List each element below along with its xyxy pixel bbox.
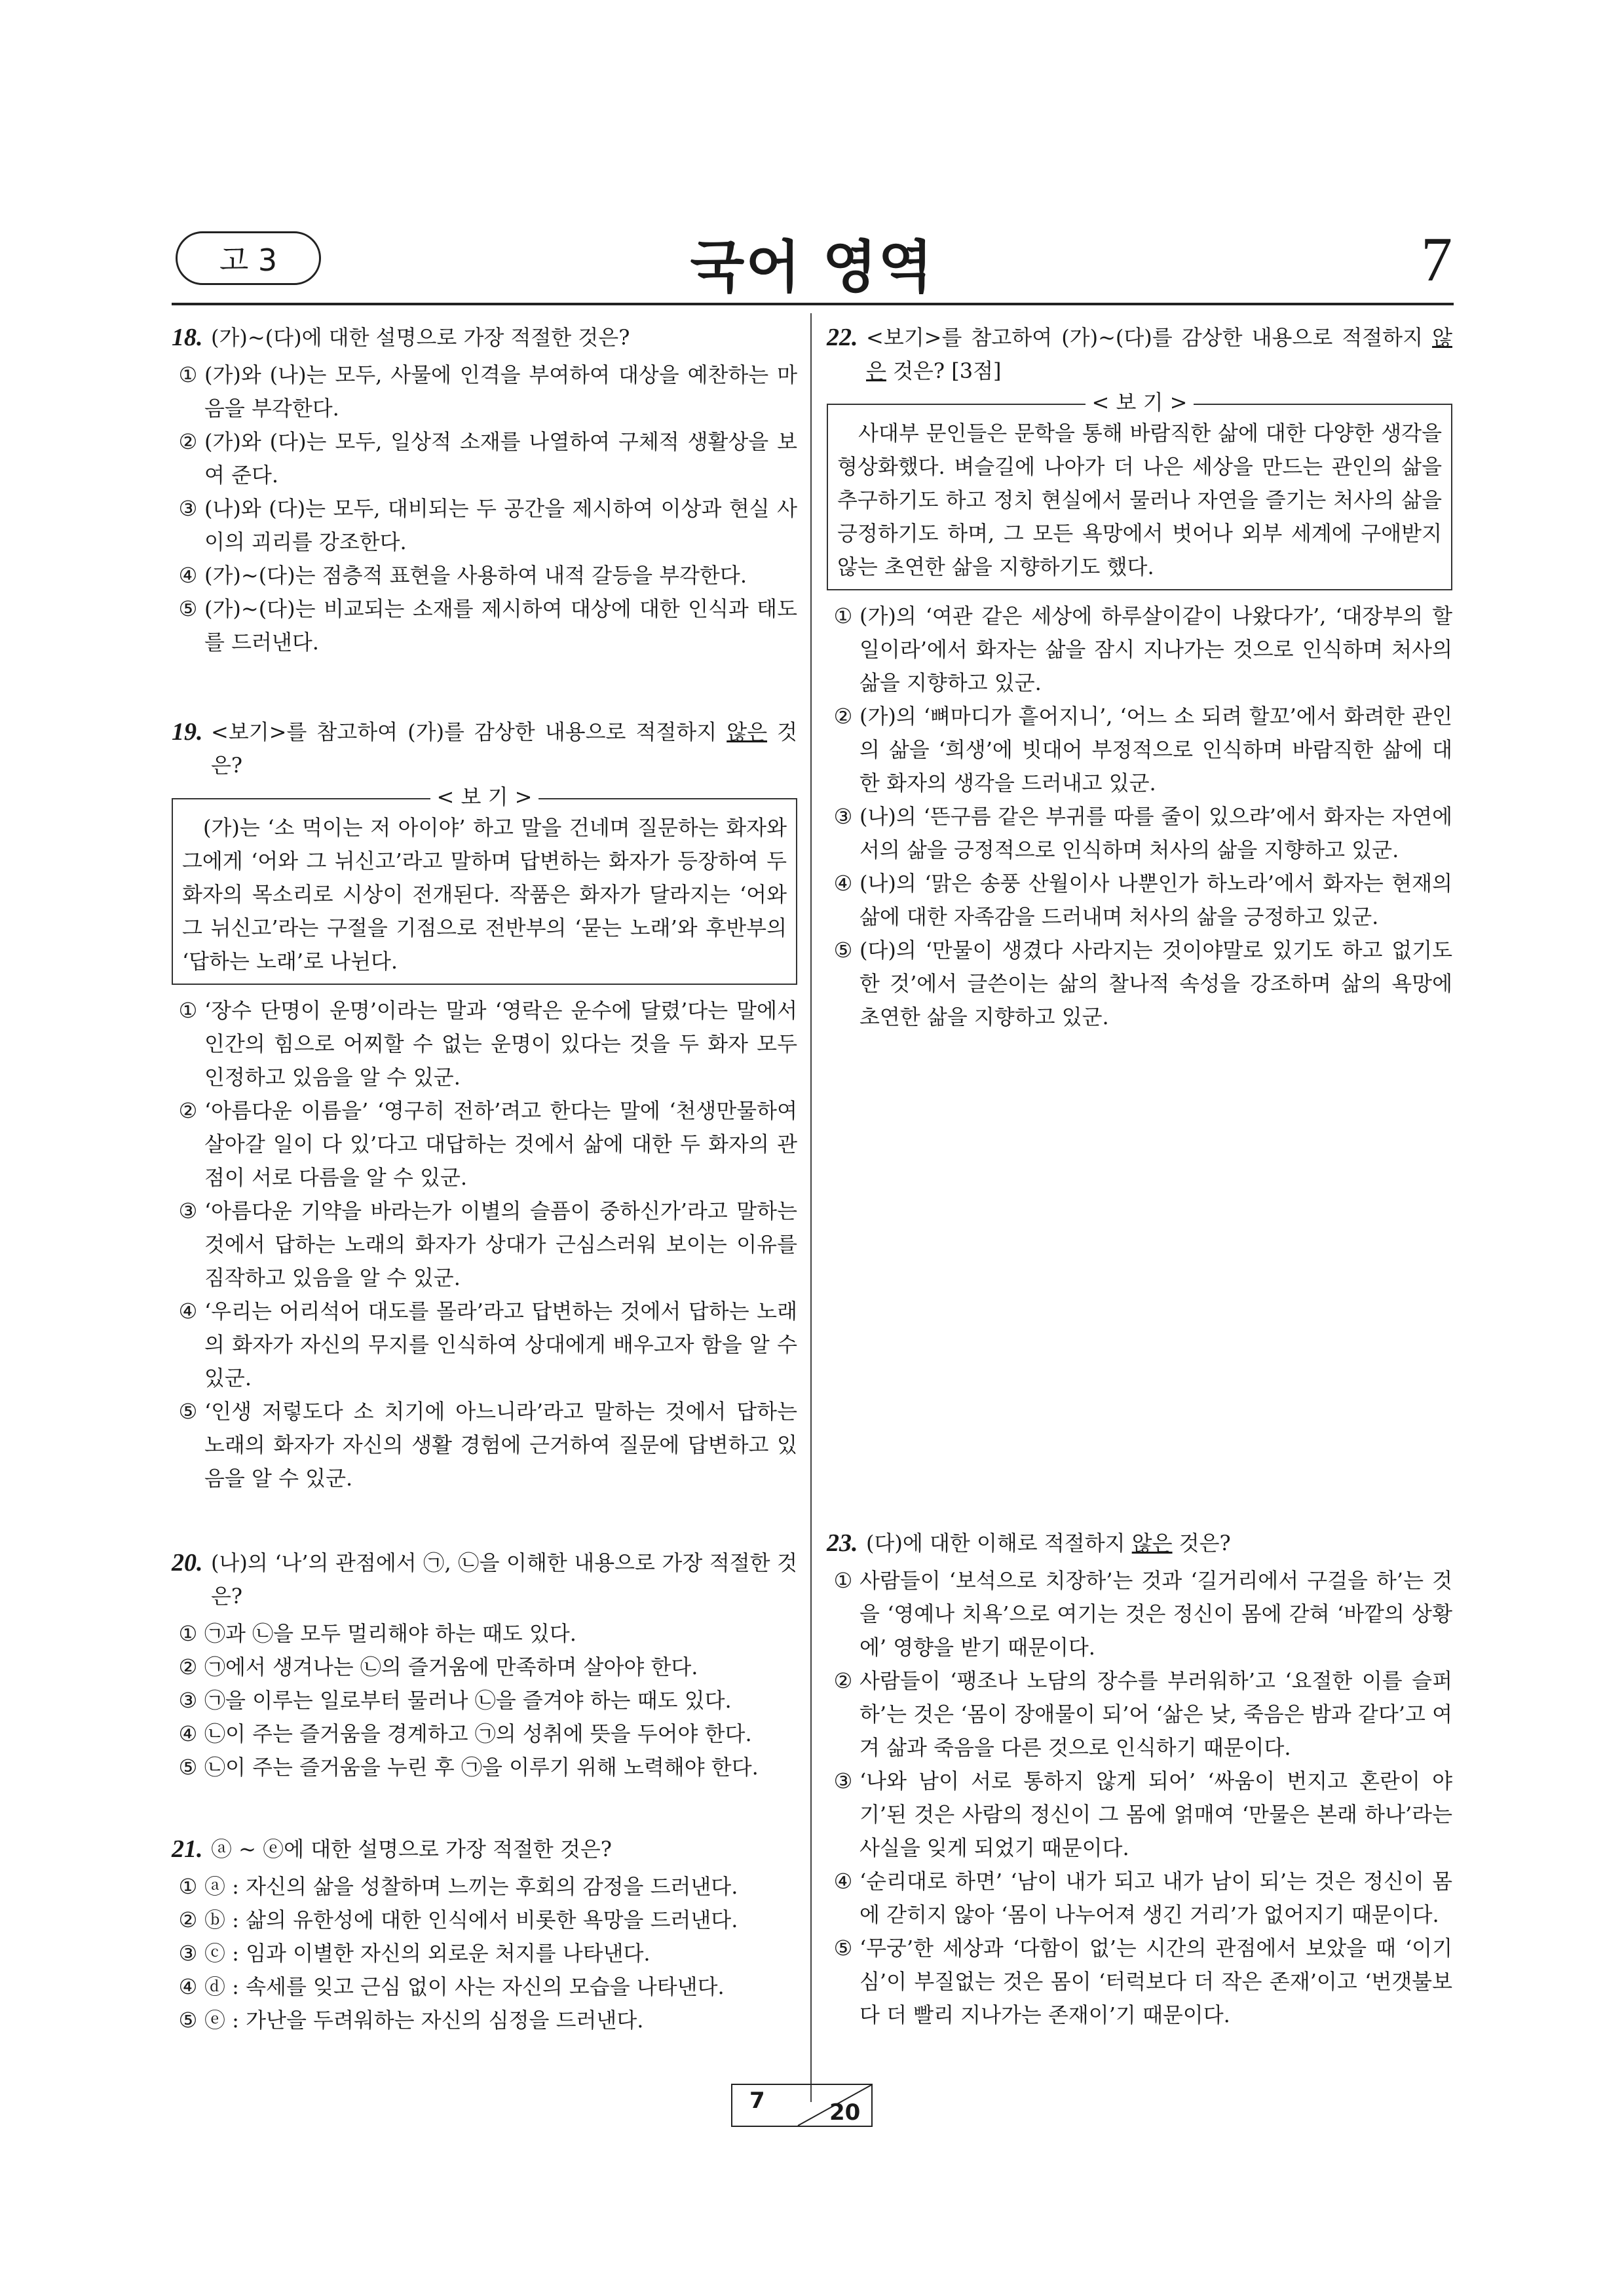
- question-18: [172, 321, 797, 659]
- option-2[interactable]: ② (가)와 (다)는 모두, 일상적 소재를 나열하여 구체적 생활상을 보여 준다.: [178, 429, 797, 488]
- underlined-word: 않은: [866, 325, 1452, 383]
- option-2[interactable]: ② (가)의 ‘뼈마디가 흩어지니’, ‘어느 소 되려 할꼬’에서 화려한 관인의 삶을 ‘희생’에 빗대어 부정적으로 인식하며 바람직한 삶에 대한 화자의 생각을 드러내고 있군.: [833, 704, 1452, 795]
- right-column: [827, 321, 1452, 2027]
- current-page: 7: [749, 2088, 765, 2114]
- option-1[interactable]: ① (가)의 ‘여관 같은 세상에 하루살이같이 나왔다가’, ‘대장부의 할 일이라’에서 화자는 삶을 잠시 지나가는 것으로 인식하며 처사의 삶을 지향하고 있군.: [833, 603, 1452, 695]
- question-text: <보기>를 참고하여 (가)를 감상한 내용으로 적절하지 않은 것은?: [211, 719, 797, 778]
- question-number: 19.: [172, 718, 203, 746]
- option-3[interactable]: ③ ‘아름다운 기약을 바라는가 이별의 슬픔이 중하신가’라고 말하는 것에서 답하는 노래의 화자가 상대가 근심스러워 보이는 이유를 짐작하고 있음을 알 수 있군.: [178, 1198, 797, 1290]
- page-number: 7: [1421, 224, 1452, 294]
- option-2[interactable]: ② ‘아름다운 이름을’ ‘영구히 전하’려고 한다는 말에 ‘천생만물하여 살아갈 일이 다 있’다고 대답하는 것에서 삶에 대한 두 화자의 관점이 서로 다름을 알 수 있군.: [178, 1098, 797, 1190]
- question-text: <보기>를 참고하여 (가)~(다)를 감상한 내용으로 적절하지 않은 것은? [3점]: [866, 325, 1452, 383]
- option-5[interactable]: ⑤ ‘무궁’한 세상과 ‘다함이 없’는 시간의 관점에서 보았을 때 ‘이기심’이 부질없는 것은 몸이 ‘터럭보다 더 작은 존재’이고 ‘번갯불보다 더 빨리 지나가는 존재이’기 때문이다.: [833, 1936, 1452, 2027]
- option-1[interactable]: ① ㉠과 ㉡을 모두 멀리해야 하는 때도 있다.: [178, 1621, 576, 1646]
- bogi-box: [172, 784, 797, 985]
- bogi-box: [827, 390, 1452, 590]
- column-divider: [810, 313, 812, 2102]
- option-1[interactable]: ① (가)와 (나)는 모두, 사물에 인격을 부여하여 대상을 예찬하는 마음을 부각한다.: [178, 362, 797, 421]
- underlined-word: 않은: [727, 719, 768, 744]
- question-text: ⓐ ~ ⓔ에 대한 설명으로 가장 적절한 것은?: [211, 1837, 612, 1862]
- question-number: 21.: [172, 1835, 203, 1863]
- option-4[interactable]: ④ ‘순리대로 하면’ ‘남이 내가 되고 내가 남이 되’는 것은 정신이 몸에 갇히지 않아 ‘몸이 나누어져 생긴 거리’가 없어지기 때문이다.: [833, 1869, 1452, 1927]
- page-counter: [731, 2084, 873, 2127]
- option-1[interactable]: ① 사람들이 ‘보석으로 치장하’는 것과 ‘길거리에서 구걸을 하’는 것을 ‘영예나 치욕’으로 여기는 것은 정신이 몸에 갇혀 ‘바깥의 상황에’ 영향을 받기 때문이다.: [833, 1568, 1452, 1660]
- option-list: [172, 1617, 797, 1784]
- question-22: [827, 321, 1452, 1034]
- question-number: 23.: [827, 1529, 858, 1557]
- option-5[interactable]: ⑤ ‘인생 저렇도다 소 치기에 아느니라’라고 말하는 것에서 답하는 노래의 화자가 자신의 생활 경험에 근거하여 질문에 답변하고 있음을 알 수 있군.: [178, 1399, 797, 1491]
- option-4[interactable]: ④ ㉡이 주는 즐거움을 경계하고 ㉠의 성취에 뜻을 두어야 한다.: [178, 1721, 752, 1746]
- option-5[interactable]: ⑤ ㉡이 주는 즐거움을 누린 후 ㉠을 이루기 위해 노력해야 한다.: [178, 1755, 759, 1780]
- bogi-title: < 보 기 >: [1086, 390, 1194, 415]
- option-1[interactable]: ① ⓐ : 자신의 삶을 성찰하며 느끼는 후회의 감정을 드러낸다.: [178, 1874, 738, 1899]
- option-4[interactable]: ④ ⓓ : 속세를 잊고 근심 없이 사는 자신의 모습을 나타낸다.: [178, 1974, 725, 1999]
- bogi-text: 사대부 문인들은 문학을 통해 바람직한 삶에 대한 다양한 생각을 형상화했다. 벼슬길에 나아가 더 나은 세상을 만드는 관인의 삶을 추구하기도 하고 정치 현실에서 물러나 자연을 즐기는 처사의 삶을 긍정하기도 하며, 그 모든 욕망에서 벗어나 외부 세계에 구애받지 않는 초연한 삶을 지향하기도 했다.: [837, 421, 1442, 579]
- option-3[interactable]: ③ ‘나와 남이 서로 통하지 않게 되어’ ‘싸움이 번지고 혼란이 야기’된 것은 사람의 정신이 그 몸에 얽매여 ‘만물은 본래 하나’라는 사실을 잊게 되었기 때문이다.: [833, 1769, 1452, 1860]
- question-number: 18.: [172, 324, 203, 351]
- header-rule: [172, 303, 1454, 305]
- option-1[interactable]: ① ‘장수 단명이 운명’이라는 말과 ‘영락은 운수에 달렸’다는 말에서 인간의 힘으로 어찌할 수 없는 운명이 있다는 것을 두 화자 모두 인정하고 있음을 알 수 있군.: [178, 998, 797, 1090]
- total-pages: 20: [829, 2099, 861, 2126]
- option-list: [172, 1870, 797, 2037]
- bogi-title: < 보 기 >: [430, 784, 539, 809]
- option-2[interactable]: ② ㉠에서 생겨나는 ㉡의 즐거움에 만족하며 살아야 한다.: [178, 1655, 698, 1679]
- option-2[interactable]: ② ⓑ : 삶의 유한성에 대한 인식에서 비롯한 욕망을 드러낸다.: [178, 1907, 738, 1932]
- option-list: [172, 994, 797, 1495]
- option-list: [827, 600, 1452, 1034]
- option-5[interactable]: ⑤ (가)~(다)는 비교되는 소재를 제시하여 대상에 대한 인식과 태도를 드러낸다.: [178, 596, 797, 655]
- question-23: [827, 1527, 1452, 2032]
- option-3[interactable]: ③ ㉠을 이루는 일로부터 물러나 ㉡을 즐겨야 하는 때도 있다.: [178, 1688, 732, 1713]
- page-title: 국어 영역: [690, 235, 934, 300]
- question-21: [172, 1833, 797, 2037]
- option-5[interactable]: ⑤ (다)의 ‘만물이 생겼다 사라지는 것이야말로 있기도 하고 없기도 한 것’에서 글쓴이는 삶의 찰나적 속성을 강조하며 삶의 욕망에 초연한 삶을 지향하고 있군.: [833, 938, 1452, 1029]
- option-list: [827, 1564, 1452, 2032]
- question-number: 22.: [827, 324, 858, 351]
- question-text: (나)의 ‘나’의 관점에서 ㉠, ㉡을 이해한 내용으로 가장 적절한 것은?: [211, 1550, 797, 1609]
- option-4[interactable]: ④ ‘우리는 어리석어 대도를 몰라’라고 답변하는 것에서 답하는 노래의 화자가 자신의 무지를 인식하여 상대에게 배우고자 함을 알 수 있군.: [178, 1299, 797, 1390]
- option-3[interactable]: ③ (나)의 ‘뜬구름 같은 부귀를 따를 줄이 있으랴’에서 화자는 자연에서의 삶을 긍정적으로 인식하며 처사의 삶을 지향하고 있군.: [833, 804, 1452, 862]
- question-text: (다)에 대한 이해로 적절하지 않은 것은?: [866, 1531, 1231, 1556]
- question-text: (가)~(다)에 대한 설명으로 가장 적절한 것은?: [211, 325, 630, 350]
- option-5[interactable]: ⑤ ⓔ : 가난을 두려워하는 자신의 심정을 드러낸다.: [178, 2008, 644, 2033]
- option-4[interactable]: ④ (가)~(다)는 점층적 표현을 사용하여 내적 갈등을 부각한다.: [178, 563, 747, 588]
- option-2[interactable]: ② 사람들이 ‘팽조나 노담의 장수를 부러워하’고 ‘요절한 이를 슬퍼하’는 것은 ‘몸이 장애물이 되’어 ‘삶은 낮, 죽음은 밤과 같다’고 여겨 삶과 죽음을 다른 것으로 인식하기 때문이다.: [833, 1668, 1452, 1760]
- option-4[interactable]: ④ (나)의 ‘맑은 송풍 산월이사 나뿐인가 하노라’에서 화자는 현재의 삶에 대한 자족감을 드러내며 처사의 삶을 긍정하고 있군.: [833, 871, 1452, 929]
- left-column: [172, 321, 797, 2037]
- option-3[interactable]: ③ (나)와 (다)는 모두, 대비되는 두 공간을 제시하여 이상과 현실 사이의 괴리를 강조한다.: [178, 496, 797, 554]
- option-list: [172, 358, 797, 659]
- question-19: [172, 716, 797, 1495]
- bogi-text: (가)는 ‘소 먹이는 저 아이야’ 하고 말을 건네며 질문하는 화자와 그에게 ‘어와 그 뉘신고’라고 말하며 답변하는 화자가 등장하여 두 화자의 목소리로 시상이 전개된다. 작품은 화자가 달라지는 ‘어와 그 뉘신고’라는 구절을 기점으로 전반부의 ‘묻는 노래’와 후반부의 ‘답하는 노래’로 나뉜다.: [182, 815, 787, 974]
- grade-label: 고 3: [219, 242, 278, 278]
- option-3[interactable]: ③ ⓒ : 임과 이별한 자신의 외로운 처지를 나타낸다.: [178, 1941, 651, 1966]
- question-number: 20.: [172, 1549, 203, 1577]
- question-20: [172, 1546, 797, 1784]
- underlined-word: 않은: [1131, 1531, 1173, 1556]
